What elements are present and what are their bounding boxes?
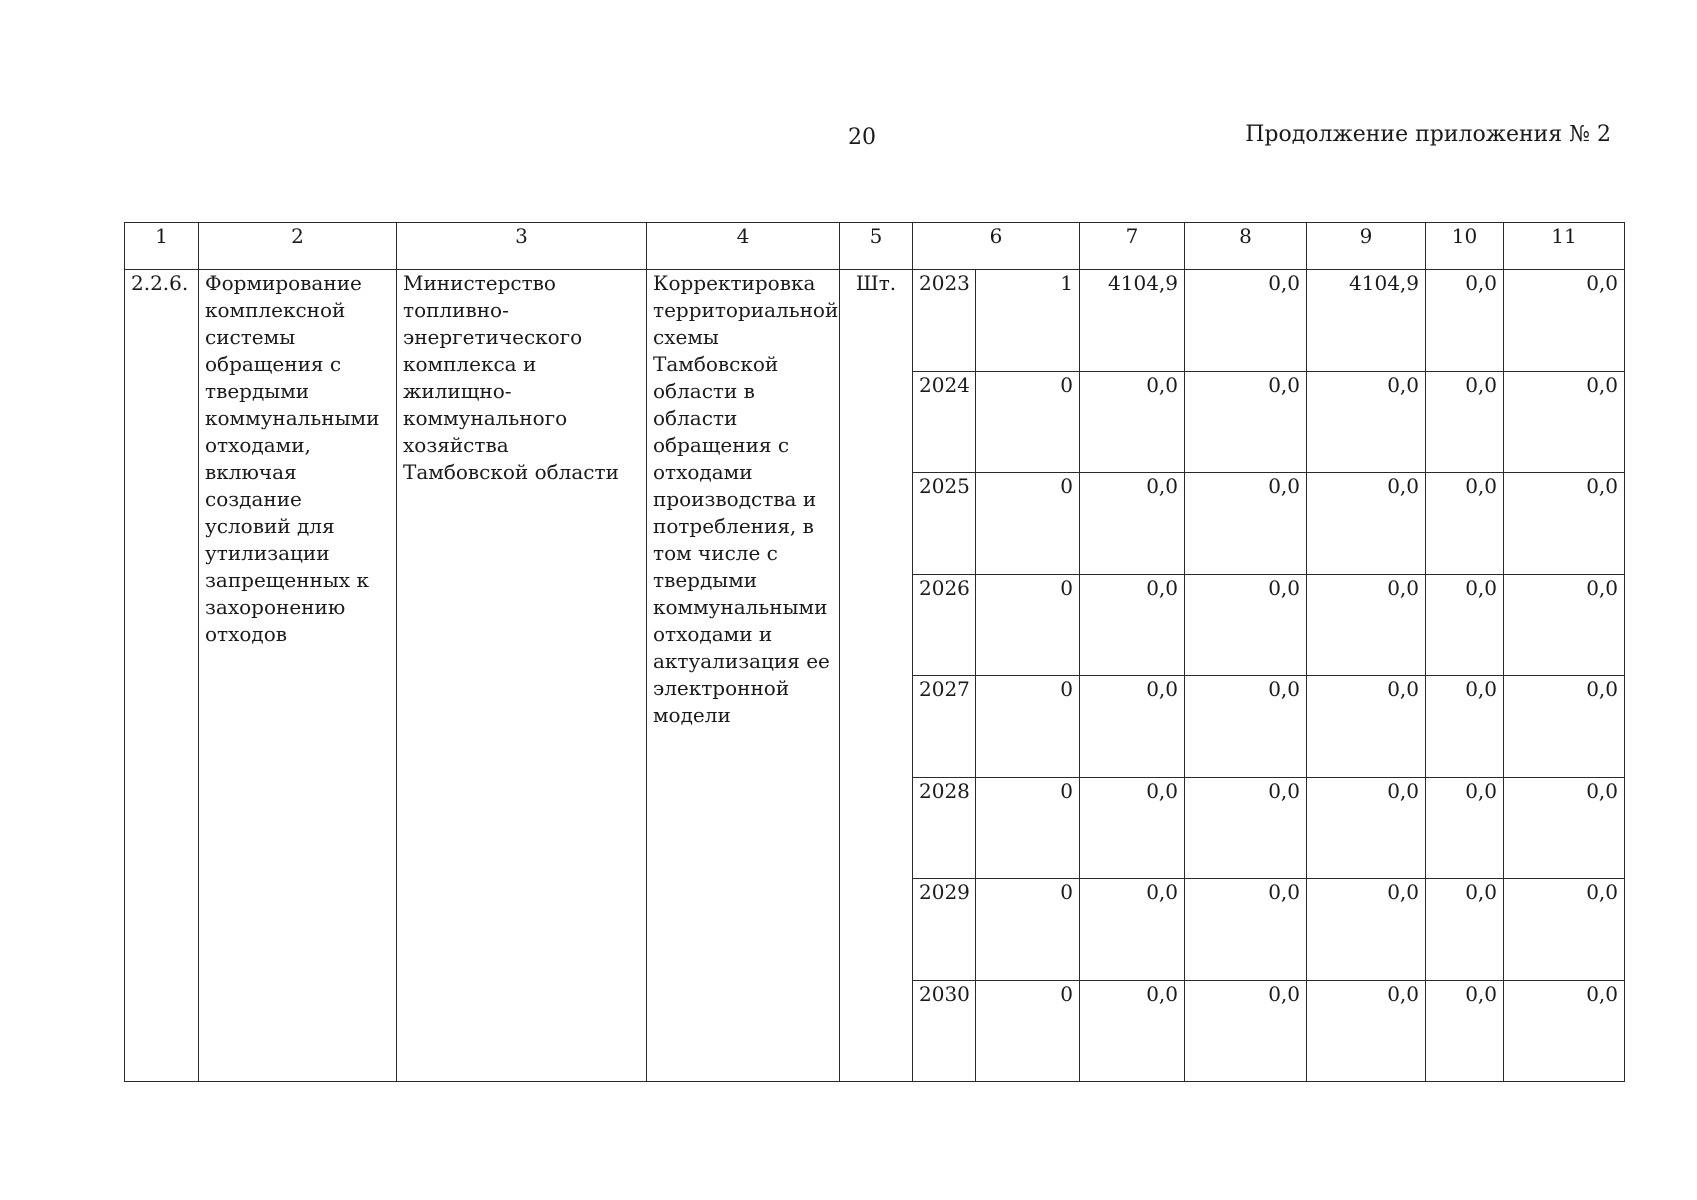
executor-name: Министерство топливно-энергетического комплекса и жилищно-коммунального хозяйства Тамбовской области <box>397 270 647 1082</box>
column-header: 11 <box>1504 223 1625 270</box>
unit-of-measure: Шт. <box>840 270 913 1082</box>
col8-cell: 0,0 <box>1185 574 1307 676</box>
col9-cell: 0,0 <box>1307 676 1426 778</box>
indicator-value-cell: 0 <box>976 980 1080 1082</box>
column-header: 9 <box>1307 223 1426 270</box>
col10-cell: 0,0 <box>1426 676 1504 778</box>
year-cell: 2025 <box>913 473 976 575</box>
measure-name: Формирование комплексной системы обращения с твердыми коммунальными отходами, включая создание условий для утилизации запрещенных к захоронению отходов <box>199 270 397 1082</box>
col7-cell: 0,0 <box>1080 473 1185 575</box>
year-cell: 2029 <box>913 879 976 981</box>
col10-cell: 0,0 <box>1426 270 1504 372</box>
column-header: 2 <box>199 223 397 270</box>
header-row <box>125 223 1625 270</box>
col8-cell: 0,0 <box>1185 270 1307 372</box>
col8-cell: 0,0 <box>1185 473 1307 575</box>
appendix-continuation-note: Продолжение приложения № 2 <box>1245 122 1611 147</box>
indicator-value-cell: 0 <box>976 777 1080 879</box>
col11-cell: 0,0 <box>1504 879 1625 981</box>
col7-cell: 0,0 <box>1080 777 1185 879</box>
col11-cell: 0,0 <box>1504 980 1625 1082</box>
col11-cell: 0,0 <box>1504 473 1625 575</box>
col7-cell: 0,0 <box>1080 676 1185 778</box>
col9-cell: 0,0 <box>1307 473 1426 575</box>
column-header: 8 <box>1185 223 1307 270</box>
program-table <box>124 222 1625 1082</box>
col11-cell: 0,0 <box>1504 777 1625 879</box>
year-cell: 2026 <box>913 574 976 676</box>
col10-cell: 0,0 <box>1426 879 1504 981</box>
col9-cell: 0,0 <box>1307 879 1426 981</box>
col11-cell: 0,0 <box>1504 574 1625 676</box>
year-cell: 2023 <box>913 270 976 372</box>
year-cell: 2024 <box>913 371 976 473</box>
col8-cell: 0,0 <box>1185 371 1307 473</box>
col8-cell: 0,0 <box>1185 980 1307 1082</box>
column-header: 3 <box>397 223 647 270</box>
column-header: 5 <box>840 223 913 270</box>
col7-cell: 0,0 <box>1080 879 1185 981</box>
col11-cell: 0,0 <box>1504 270 1625 372</box>
year-cell: 2030 <box>913 980 976 1082</box>
column-header: 1 <box>125 223 199 270</box>
col8-cell: 0,0 <box>1185 777 1307 879</box>
year-cell: 2028 <box>913 777 976 879</box>
column-header: 6 <box>913 223 1080 270</box>
col10-cell: 0,0 <box>1426 473 1504 575</box>
indicator-value-cell: 0 <box>976 676 1080 778</box>
table-row <box>125 270 1625 372</box>
col10-cell: 0,0 <box>1426 371 1504 473</box>
page-number: 20 <box>848 125 876 150</box>
col9-cell: 0,0 <box>1307 371 1426 473</box>
col9-cell: 4104,9 <box>1307 270 1426 372</box>
col11-cell: 0,0 <box>1504 676 1625 778</box>
indicator-value-cell: 0 <box>976 371 1080 473</box>
col8-cell: 0,0 <box>1185 879 1307 981</box>
col10-cell: 0,0 <box>1426 980 1504 1082</box>
indicator-name: Корректировка территориальной схемы Тамбовской области в области обращения с отходами производства и потребления, в том числе с твердыми коммунальными отходами и актуализация ее электронной модели <box>647 270 840 1082</box>
col10-cell: 0,0 <box>1426 777 1504 879</box>
indicator-value-cell: 1 <box>976 270 1080 372</box>
col7-cell: 0,0 <box>1080 574 1185 676</box>
year-cell: 2027 <box>913 676 976 778</box>
indicator-value-cell: 0 <box>976 879 1080 981</box>
indicator-value-cell: 0 <box>976 473 1080 575</box>
col7-cell: 4104,9 <box>1080 270 1185 372</box>
col7-cell: 0,0 <box>1080 980 1185 1082</box>
col10-cell: 0,0 <box>1426 574 1504 676</box>
item-code: 2.2.6. <box>125 270 199 1082</box>
col9-cell: 0,0 <box>1307 980 1426 1082</box>
col11-cell: 0,0 <box>1504 371 1625 473</box>
col9-cell: 0,0 <box>1307 574 1426 676</box>
column-header: 4 <box>647 223 840 270</box>
indicator-value-cell: 0 <box>976 574 1080 676</box>
col8-cell: 0,0 <box>1185 676 1307 778</box>
column-header: 7 <box>1080 223 1185 270</box>
column-header: 10 <box>1426 223 1504 270</box>
col7-cell: 0,0 <box>1080 371 1185 473</box>
col9-cell: 0,0 <box>1307 777 1426 879</box>
